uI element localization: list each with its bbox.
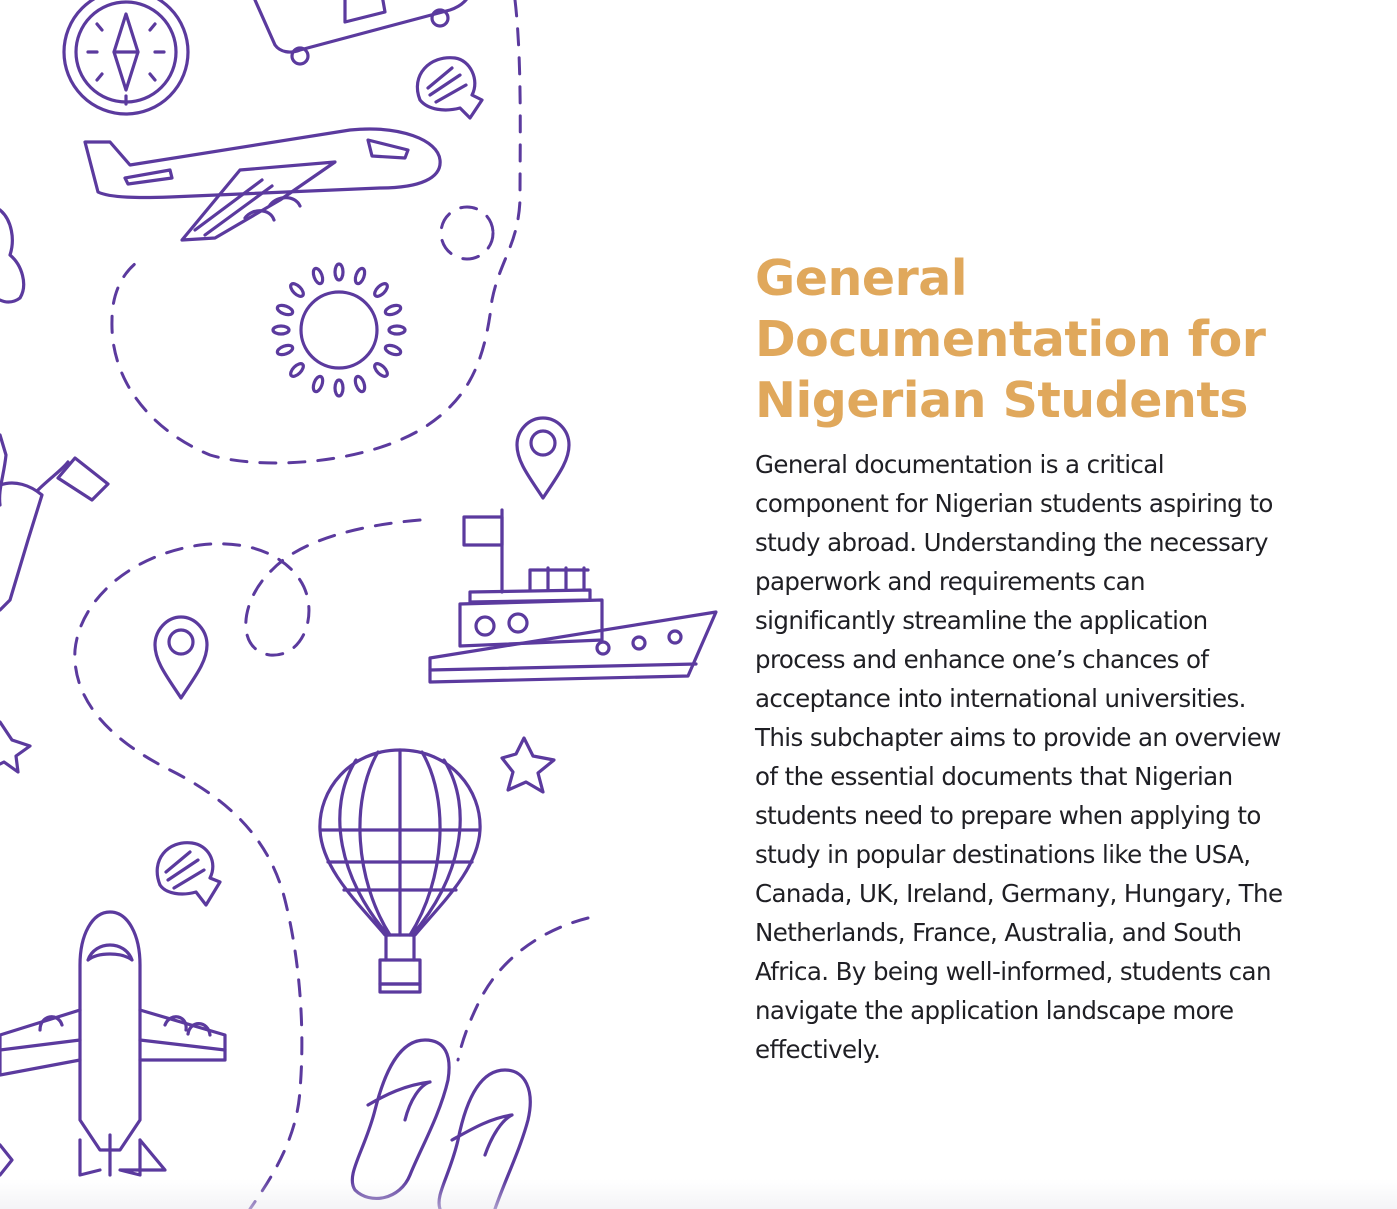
luggage-tag-icon: [0, 435, 108, 610]
dashed-loop-small: [441, 207, 493, 259]
seashell-icon-2: [157, 843, 220, 905]
body-paragraph: General documentation is a critical component for Nigerian students aspiring to study abroad. Understanding the necessary paperwork and requirements can significantly streamline the application process and enhance one’s chances of acceptance into international universities. This subchapter aims to provide an overview of the essential documents that Nigerian students need to prepare when applying to study in popular destinations like the USA, Canada, UK, Ireland, Germany, Hungary, The Netherlands, France, Australia, and South Africa. By being well-informed, students can navigate the application landscape more effectively.: [755, 450, 1283, 1064]
airplane-icon-2: [0, 912, 225, 1175]
bag-icon: [0, 210, 24, 302]
seashell-icon: [417, 58, 482, 118]
suitcase-icon: [255, 0, 470, 64]
page-title: General Documentation for Nigerian Students: [755, 250, 1266, 429]
sun-icon: [273, 264, 405, 396]
article-section: [755, 248, 1285, 1069]
map-pin-icon-2: [155, 617, 207, 698]
compass-icon: [64, 0, 188, 114]
bottom-edge-shade: [0, 1179, 1397, 1209]
dashed-path-bottom: [458, 918, 588, 1060]
star-icon-2: [0, 722, 30, 772]
map-pin-icon: [517, 418, 569, 498]
hot-air-balloon-icon: [320, 750, 480, 992]
ship-icon: [430, 510, 716, 682]
airplane-icon: [85, 129, 440, 240]
star-icon: [502, 738, 554, 792]
